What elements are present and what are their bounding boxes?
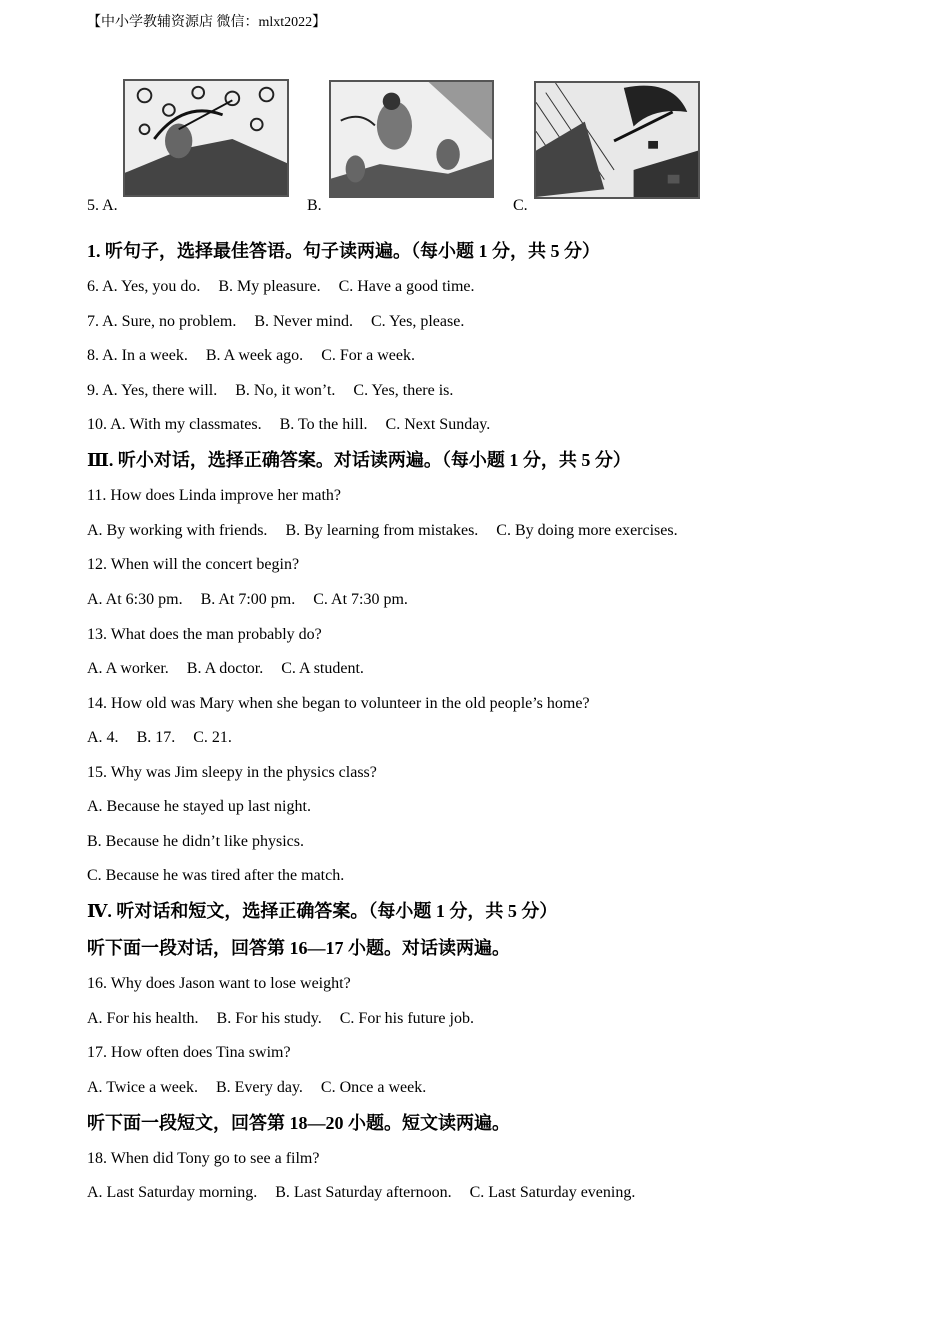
option-a: A. Twice a week. (87, 1079, 198, 1096)
option-c: C. At 7:30 pm. (313, 591, 408, 608)
option-b: B. At 7:00 pm. (200, 591, 296, 608)
question-15-text: 15. Why was Jim sleepy in the physics class? (87, 764, 377, 781)
picture-c-hero-splitting-mountain (534, 81, 700, 199)
option-a: A. By working with friends. (87, 522, 268, 539)
question-11-options (87, 521, 678, 541)
option-a: 6. A. Yes, you do. (87, 278, 201, 295)
question-7 (87, 312, 464, 332)
question-17-options (87, 1078, 426, 1098)
section-4-subheading-dialogue: 听下面一段对话，回答第 16—17 小题。对话读两遍。 (87, 938, 510, 958)
question-18-text: 18. When did Tony go to see a film? (87, 1150, 320, 1167)
option-b-label: B. (307, 197, 322, 214)
option-b: B. By learning from mistakes. (285, 522, 479, 539)
question-10 (87, 415, 490, 435)
option-c: C. Once a week. (320, 1079, 427, 1096)
question-16-options (87, 1009, 474, 1029)
option-a: A. A worker. (87, 660, 169, 677)
option-a: 8. A. In a week. (87, 347, 188, 364)
option-a: A. For his health. (87, 1010, 199, 1027)
picture-a-archer-shooting-suns (123, 79, 289, 197)
option-b: B. My pleasure. (218, 278, 321, 295)
option-b: B. A week ago. (205, 347, 304, 364)
option-c: C. Last Saturday evening. (469, 1184, 636, 1201)
question-17-text: 17. How often does Tina swim? (87, 1044, 291, 1061)
option-a-label: 5. A. (87, 197, 118, 214)
option-c: C. For his future job. (339, 1010, 474, 1027)
question-5-pictures (0, 78, 950, 218)
question-12-options (87, 590, 408, 610)
option-b: B. 17. (136, 729, 176, 746)
option-a: 10. A. With my classmates. (87, 416, 262, 433)
section-1-heading: 1. 听句子，选择最佳答语。句子读两遍。（每小题 1 分，共 5 分） (87, 241, 600, 261)
question-15-option-c: C. Because he was tired after the match. (87, 867, 345, 884)
section-4-heading: Ⅳ. 听对话和短文，选择正确答案。（每小题 1 分，共 5 分） (87, 901, 558, 921)
question-13-options (87, 659, 364, 679)
question-12-text: 12. When will the concert begin? (87, 556, 300, 573)
option-c: C. For a week. (321, 347, 415, 364)
question-15-option-b: B. Because he didn’t like physics. (87, 833, 304, 850)
section-4-subheading-passage: 听下面一段短文，回答第 18—20 小题。短文读两遍。 (87, 1113, 510, 1133)
option-c: C. A student. (281, 660, 364, 677)
question-6 (87, 277, 475, 297)
question-18-options (87, 1183, 635, 1203)
option-a: 7. A. Sure, no problem. (87, 313, 237, 330)
question-14-options (87, 728, 232, 748)
picture-b-figures-on-mountain (329, 80, 494, 198)
question-8 (87, 346, 415, 366)
option-c: C. Have a good time. (338, 278, 475, 295)
option-c: C. Yes, there is. (353, 382, 454, 399)
option-b: B. To the hill. (279, 416, 368, 433)
option-b: B. Every day. (215, 1079, 303, 1096)
option-c: C. Next Sunday. (385, 416, 491, 433)
question-16-text: 16. Why does Jason want to lose weight? (87, 975, 351, 992)
option-c-label: C. (513, 197, 528, 214)
option-a: A. 4. (87, 729, 119, 746)
option-b: B. No, it won’t. (235, 382, 336, 399)
option-b: B. A doctor. (186, 660, 264, 677)
question-13-text: 13. What does the man probably do? (87, 626, 322, 643)
section-3-heading: Ⅲ. 听小对话，选择正确答案。对话读两遍。（每小题 1 分，共 5 分） (87, 450, 631, 470)
question-11-text: 11. How does Linda improve her math? (87, 487, 342, 504)
question-15-option-a: A. Because he stayed up last night. (87, 798, 311, 815)
option-b: B. Last Saturday afternoon. (275, 1184, 452, 1201)
option-c: C. Yes, please. (370, 313, 465, 330)
option-c: C. 21. (193, 729, 232, 746)
option-b: B. For his study. (216, 1010, 322, 1027)
option-a: A. At 6:30 pm. (87, 591, 183, 608)
option-a: A. Last Saturday morning. (87, 1184, 258, 1201)
question-9 (87, 381, 453, 401)
header-note: 【中小学教辅资源店 微信：mlxt2022】 (87, 15, 327, 30)
option-b: B. Never mind. (254, 313, 353, 330)
question-14-text: 14. How old was Mary when she began to volunteer in the old people’s home? (87, 695, 590, 712)
option-c: C. By doing more exercises. (496, 522, 678, 539)
option-a: 9. A. Yes, there will. (87, 382, 218, 399)
